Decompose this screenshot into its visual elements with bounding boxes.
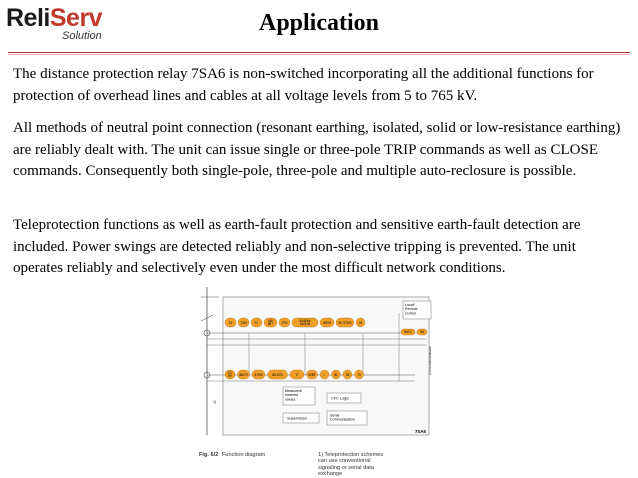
svg-text:86TC: 86TC bbox=[404, 330, 412, 335]
serial-communication-label: Serial Communication bbox=[330, 413, 355, 422]
model-label: 7SA6 bbox=[415, 429, 426, 434]
supervision-label: Supervision bbox=[287, 416, 307, 421]
footnote-marker: 1) bbox=[213, 400, 217, 404]
function-block-label: 27/ 59 bbox=[227, 370, 233, 379]
page-title: Application bbox=[258, 10, 380, 36]
figure-caption: Function diagram bbox=[222, 452, 266, 458]
svg-text:98: 98 bbox=[420, 330, 424, 335]
title-divider bbox=[8, 52, 630, 53]
function-block-label: 49 bbox=[358, 320, 363, 325]
local-remote-label: Local/ Remote control bbox=[405, 303, 418, 316]
function-block-label: 86/79 bbox=[239, 372, 248, 377]
function-block-label: 21N bbox=[240, 320, 247, 325]
logo-suffix: Serv bbox=[49, 4, 103, 32]
function-block-label: 85-67N bbox=[272, 372, 283, 377]
function-block-label: 50/50N/ 51/51N bbox=[299, 318, 311, 327]
paragraph-intro: The distance protection relay 7SA6 is non-switched incorporating all the additional functions for protection of overhead lines and cables at all voltage levels from 5 to 765 kV. bbox=[13, 66, 594, 104]
function-block-label: 67N bbox=[281, 320, 288, 325]
function-block-label: 25 bbox=[345, 372, 350, 377]
measured-values-label: Measured/ metered values bbox=[285, 389, 302, 402]
function-block-label: 21 bbox=[228, 320, 233, 325]
figure-footnote: 1) Teleprotection schemes can use conventional signaling or serial data exchange bbox=[318, 452, 384, 478]
title-divider-shadow bbox=[8, 54, 630, 55]
cfc-logic-label: CFC Logic bbox=[331, 396, 349, 401]
paragraph-neutral-point: All methods of neutral point connection (resonant earthing, isolated, solid or low-resistance earthing) are reliably dealt with. The unit can issue single or three-pole TRIP commands as well as CLOSE commands. Consequently both single-pole, three-pole and multiple auto-reclosure is possible. bbox=[13, 120, 621, 179]
function-block-label: 79 bbox=[357, 372, 361, 377]
function-block-label: 67/59 bbox=[254, 372, 263, 377]
function-block-label: FL bbox=[254, 320, 259, 325]
function-diagram bbox=[195, 283, 435, 438]
function-block-label: 50 STUB bbox=[338, 320, 352, 325]
function-block-label: 50BF bbox=[308, 372, 316, 377]
function-block-label: Z bbox=[296, 372, 298, 377]
function-block-label: 81 bbox=[334, 372, 338, 377]
commands-feedbacks-label: Commands/Feedbacks bbox=[428, 346, 432, 375]
logo-tagline: Solution bbox=[62, 30, 102, 42]
device-outline bbox=[223, 297, 429, 435]
function-block-label: 50HS bbox=[323, 320, 331, 325]
function-block-label: ∴ bbox=[323, 372, 326, 377]
figure-number: Fig. 6/2 bbox=[199, 452, 219, 458]
function-block-label: 68/ 68T bbox=[267, 318, 274, 327]
function-diagram-svg bbox=[195, 283, 435, 438]
logo-prefix: Reli bbox=[6, 4, 50, 32]
paragraph-teleprotection: Teleprotection functions as well as earth-fault protection and sensitive earth-fault detection are included. Power swings are detected reliably and non-selective tripping is prevented. The unit operates reliably and selectively even under the most difficult network conditions. bbox=[13, 217, 581, 276]
